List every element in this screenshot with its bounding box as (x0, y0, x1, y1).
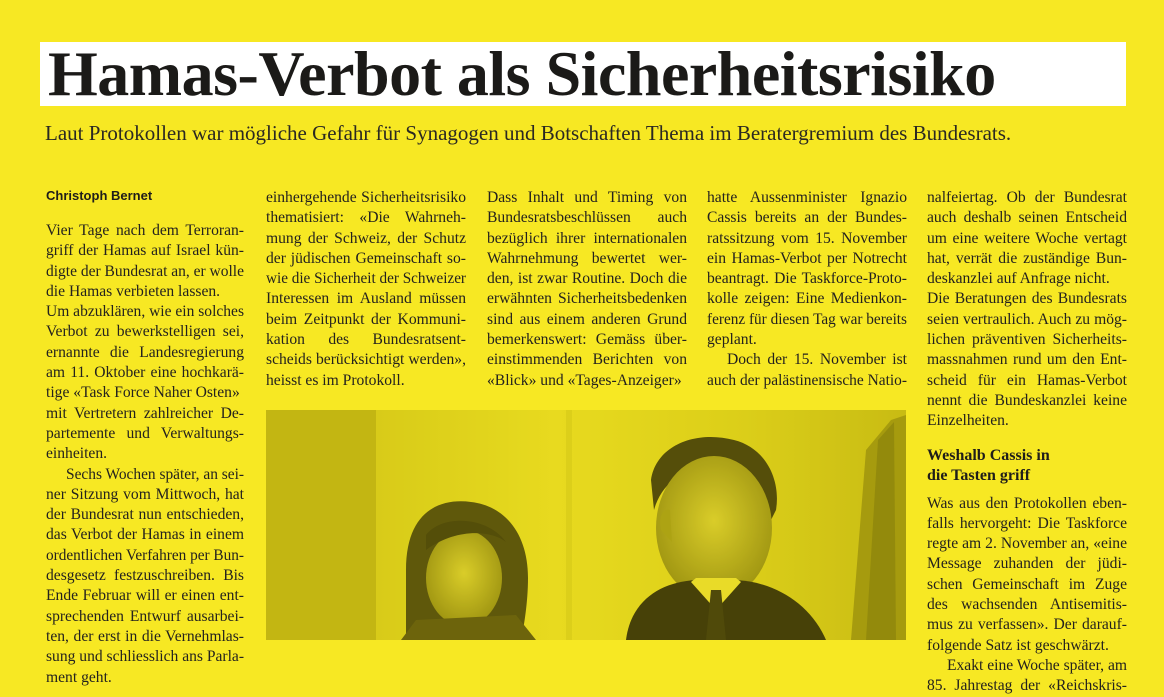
text-line: Verbot zu bewerkstelligen sei, (46, 323, 244, 341)
text-line: Message zuhanden der jüdi- (927, 555, 1127, 573)
text-line: «Blick» und «Tages-Anzeiger» (487, 371, 682, 389)
text-line: beantragt. Die Taskforce-Proto- (707, 270, 907, 288)
text-line: Dass Inhalt und Timing von (487, 189, 687, 206)
text-line: Sechs Wochen später, an sei- (66, 465, 244, 483)
text-line: ner Sitzung vom Mittwoch, hat (46, 485, 244, 503)
text-line: tige «Task Force Naher Osten» (46, 384, 240, 402)
text-line: ment geht. (46, 668, 112, 686)
text-line: kolle zeigen: Eine Medienkon- (707, 290, 907, 308)
text-line: Interessen im Ausland müssen (266, 290, 466, 308)
text-line: griff der Hamas auf Israel kün- (46, 242, 244, 260)
text-line: partemente und Verwaltungs- (46, 424, 244, 442)
text-line: Vier Tage nach dem Terroran- (46, 222, 244, 239)
headline: Hamas-Verbot als Sicherheitsrisiko (48, 38, 996, 109)
text-line: der jüdischen Gemeinschaft so- (266, 249, 466, 267)
text-line: am 11. Oktober eine hochkarä- (46, 364, 244, 382)
text-line: ratssitzung vom 15. November (707, 229, 907, 247)
text-line: lichen präventiven Sicherheits- (927, 331, 1127, 349)
text-line: scheid für ein Hamas-Verbot (927, 371, 1127, 389)
text-line: Exakt eine Woche später, am (947, 656, 1127, 674)
text-line: sung und schliesslich ans Parla- (46, 648, 244, 666)
text-line: thematisiert: «Die Wahrneh- (266, 209, 466, 227)
text-line: massnahmen rund um den Ent- (927, 351, 1127, 369)
text-line: heisst es im Protokoll. (266, 371, 405, 389)
subheading-line: Weshalb Cassis in (927, 446, 1050, 464)
text-line: sind aus einem anderen Grund (487, 310, 687, 328)
column-1-text (46, 221, 244, 688)
text-line: Bundesratsbeschlüssen auch (487, 209, 687, 227)
text-line: einhergehende Sicherheitsrisiko (266, 189, 466, 206)
text-line: ein Hamas-Verbot per Notrecht (707, 249, 907, 267)
text-line: digte der Bundesrat an, er wolle (46, 262, 244, 280)
text-line: mung der Schweiz, der Schutz (266, 229, 466, 247)
text-line: Was aus den Protokollen eben- (927, 494, 1127, 512)
text-line: desgesetz festzuschreiben. Bis (46, 567, 244, 585)
text-line: ferenz für diesen Tag war bereits (707, 310, 907, 328)
text-line: erwähnten Sicherheitsbedenken (487, 290, 687, 308)
text-line: wie die Sicherheit der Schweizer (266, 270, 466, 288)
text-line: ten, der erst in die Vernehmlas- (46, 627, 244, 645)
text-line: des wachsenden Antisemitis- (927, 596, 1127, 614)
text-line: Die Beratungen des Bundesrats (927, 290, 1127, 308)
text-line: Um abzuklären, wie ein solches (46, 303, 244, 321)
text-line: auch der palästinensische Natio- (707, 371, 907, 389)
photo-illustration (266, 410, 906, 640)
text-line: Einzelheiten. (927, 412, 1009, 430)
text-line: bemerkenswert: Gemäss über- (487, 331, 687, 349)
text-line: schen Gemeinschaft im Zuge (927, 575, 1127, 593)
text-line: ernannte die Landesregierung (46, 343, 244, 361)
text-line: Wahrnehmung bewertet wer- (487, 249, 687, 267)
column-4 (707, 188, 907, 391)
text-line: regte am 2. November an, «eine (927, 535, 1127, 553)
text-line: nennt die Bundeskanzlei keine (927, 391, 1127, 409)
text-line: mus zu verfassen». Der darauf- (927, 616, 1127, 634)
text-line: beim Zeitpunkt der Kommuni- (266, 310, 466, 328)
subheading-line: die Tasten griff (927, 466, 1031, 484)
text-line: geplant. (707, 331, 757, 349)
text-line: einstimmenden Berichten von (487, 351, 687, 369)
text-line: seien vertraulich. Auch zu mög- (927, 310, 1127, 328)
column-3 (487, 188, 687, 391)
text-line: um eine weitere Woche vertagt (927, 229, 1127, 247)
text-line: das Verbot der Hamas in einem (46, 526, 244, 544)
text-line: auch deshalb seinen Entscheid (927, 209, 1127, 227)
text-line: der Bundesrat nun entschieden, (46, 506, 244, 524)
text-line: falls hervorgeht: Die Taskforce (927, 514, 1127, 532)
text-line: den, ist zwar Routine. Doch die (487, 270, 687, 288)
column-1 (46, 184, 244, 688)
column-2 (266, 188, 466, 391)
text-line: bezüglich ihrer internationalen (487, 229, 687, 247)
subheadline: Laut Protokollen war mögliche Gefahr für Synagogen und Botschaften Thema im Beratergremium des Bundesrats. (45, 121, 1012, 145)
text-line: kation des Bundesratsent- (266, 331, 466, 349)
author-byline: Christoph Bernet (46, 188, 153, 203)
text-line: einheiten. (46, 445, 108, 463)
text-line: 85. Jahrestag der «Reichskris- (927, 677, 1127, 695)
text-line: hat, verrät die zuständige Bun- (927, 249, 1127, 267)
text-line: nalfeiertag. Ob der Bundesrat (927, 189, 1127, 206)
text-line: Doch der 15. November ist (727, 351, 907, 369)
text-line: sprechenden Entwurf ausarbei- (46, 607, 244, 625)
article-photo (266, 410, 906, 640)
text-line: ordentlichen Verfahren per Bun- (46, 546, 244, 564)
text-line: folgende Satz ist geschwärzt. (927, 636, 1109, 654)
section-subheading (927, 446, 1127, 486)
column-5 (927, 188, 1127, 697)
text-line: hatte Aussenminister Ignazio (707, 189, 907, 206)
text-line: Ende Februar will er einen ent- (46, 587, 244, 605)
text-line: Cassis bereits an der Bundes- (707, 209, 907, 227)
text-line: mit Vertretern zahlreicher De- (46, 404, 244, 422)
text-line: die Hamas verbieten lassen. (46, 282, 221, 300)
text-line: scheids berücksichtigt werden», (266, 351, 466, 369)
text-line: deskanzlei auf Anfrage nicht. (927, 270, 1110, 288)
